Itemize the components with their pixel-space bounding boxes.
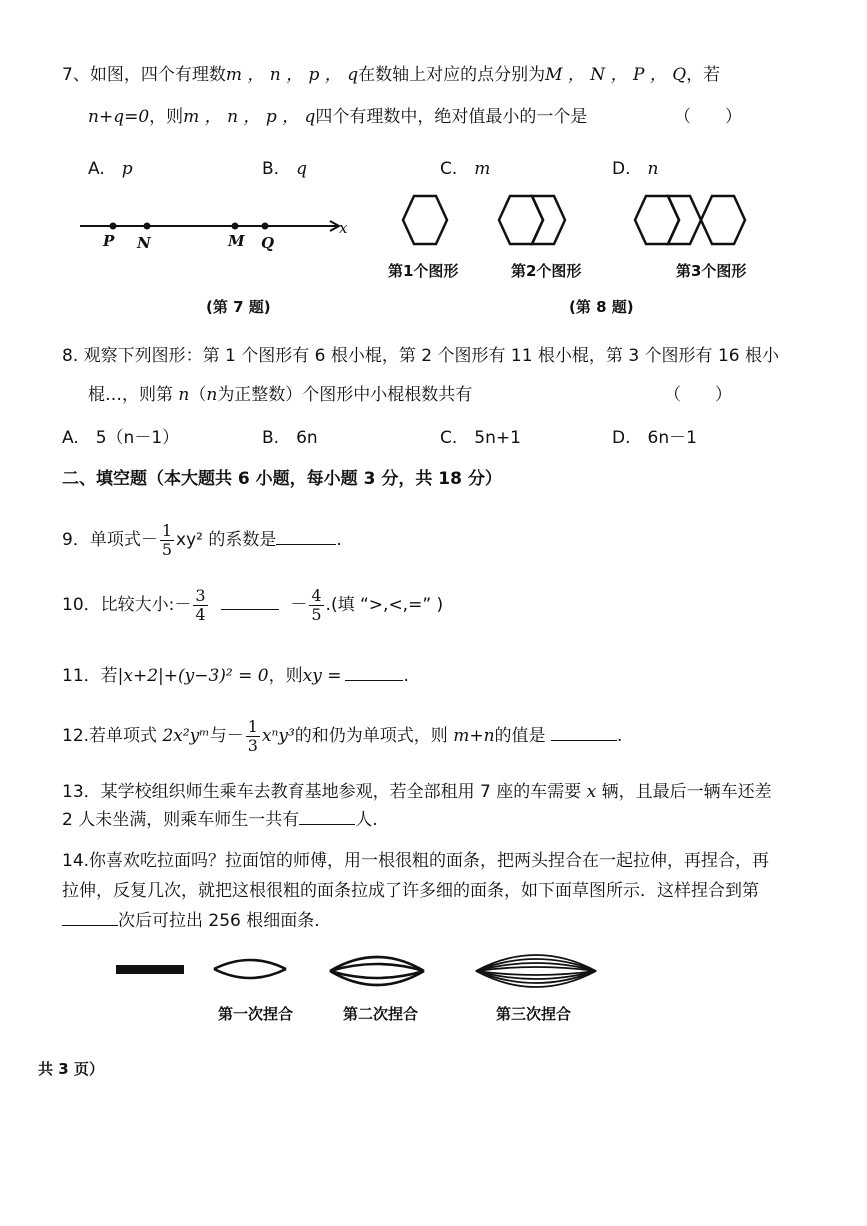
q12-text-b: 与－ <box>209 726 244 746</box>
q12-monomial-1: 2x²yᵐ <box>162 726 210 746</box>
q8-option-b <box>262 427 318 449</box>
q13-text-d: 人. <box>355 810 378 830</box>
option-label: A. <box>88 159 105 179</box>
q7-option-d <box>612 158 658 180</box>
q10 <box>62 585 443 625</box>
q13-line1 <box>62 781 772 803</box>
axis-label-p: P <box>103 232 115 250</box>
q12-answer-blank[interactable] <box>551 724 617 741</box>
option-value: 6n－1 <box>647 428 697 448</box>
hexagon-figures <box>395 190 785 255</box>
q7-option-a <box>88 158 133 180</box>
q10-fraction-1 <box>193 587 207 624</box>
option-value: 5n+1 <box>474 428 521 448</box>
axis-label-n: N <box>137 234 151 252</box>
q11-expression: |x+2|+(y−3)² = 0 <box>117 666 269 686</box>
q10-fraction-2 <box>309 587 323 624</box>
q11 <box>62 664 409 687</box>
q7-option-c <box>440 158 490 180</box>
q13-answer-blank[interactable] <box>299 808 355 825</box>
q7-line1 <box>62 64 720 86</box>
q7-text: 7、如图，四个有理数 <box>62 65 226 85</box>
q7-text-c: ，若 <box>686 65 721 85</box>
option-value: n <box>647 159 659 179</box>
option-value: 5（n－1） <box>95 428 180 448</box>
noodle-sketch <box>110 945 610 1000</box>
option-value: q <box>296 159 307 179</box>
q14-answer-blank[interactable] <box>62 909 118 926</box>
q8-option-d <box>612 427 697 449</box>
q14-line3 <box>62 909 320 932</box>
q13-text-b: 辆，且最后一辆车还差 <box>601 782 772 802</box>
fold-label-1: 第一次捏合 <box>218 1005 294 1023</box>
q8-text-a: 棍…，则第 <box>88 385 173 405</box>
q12-end: . <box>616 726 623 746</box>
q8-n2: n <box>206 385 218 405</box>
option-value: 6n <box>296 428 318 448</box>
section-heading: 二、填空题（本大题共 6 小题，每小题 3 分，共 18 分） <box>62 469 502 489</box>
figure-label-1: 第1个图形 <box>388 262 459 280</box>
q8-n: n <box>178 385 190 405</box>
q12-text-d: 的值是 <box>494 726 546 746</box>
q7-text-e: 四个有理数中，绝对值最小的一个是 <box>315 107 588 127</box>
q8-caption: (第 8 题) <box>569 298 634 316</box>
q8-answer-paren: （ ） <box>664 385 732 405</box>
fold-label-2: 第二次捏合 <box>343 1005 419 1023</box>
option-label: D. <box>612 159 631 179</box>
q14-text: 次后可拉出 256 根细面条. <box>118 911 320 931</box>
q13-x: x <box>586 782 597 802</box>
figure-label-3: 第3个图形 <box>676 262 747 280</box>
q13-text-c: 2 人未坐满，则乘车师生一共有 <box>62 810 300 830</box>
option-value: m <box>474 159 491 179</box>
q10-text-a: 10．比较大小:－ <box>62 595 192 615</box>
option-value: p <box>121 159 133 179</box>
q7-equation: n+q=0 <box>88 107 150 127</box>
q14-line2: 拉伸，反复几次，就把这根很粗的面条拉成了许多细的面条，如下面草图所示．这样捏合到第 <box>62 881 759 901</box>
q10-answer-blank[interactable] <box>221 593 279 610</box>
q8-line2 <box>88 384 472 406</box>
q7-line2 <box>88 106 587 128</box>
q12-text-c: 的和仍为单项式，则 <box>294 726 448 746</box>
option-label: B. <box>262 428 280 448</box>
axis-label-m: M <box>228 232 245 250</box>
option-label: C. <box>440 428 458 448</box>
q12-fraction <box>246 718 260 755</box>
q9-fraction <box>160 522 174 559</box>
q7-vars-2: m ， n ， p ， q <box>183 107 316 127</box>
noodle-fold-2 <box>330 957 424 985</box>
fraction-denominator: 5 <box>161 539 173 559</box>
option-label: C. <box>440 159 458 179</box>
q12-text-a: 12.若单项式 <box>62 726 158 746</box>
page-footer: 共 3 页） <box>38 1060 104 1078</box>
q11-answer-blank[interactable] <box>345 664 403 681</box>
noodle-fold-1 <box>214 960 286 978</box>
fraction-numerator: 1 <box>161 520 173 540</box>
q7-text-d: ，则 <box>149 107 184 127</box>
fraction-denominator: 4 <box>195 604 206 624</box>
q8-option-a <box>62 427 179 449</box>
thick-noodle <box>116 965 184 974</box>
q10-minus: － <box>290 595 308 615</box>
option-label: B. <box>262 159 280 179</box>
hexagon-figure-2b <box>532 196 565 244</box>
hexagon-figure-3c <box>701 196 745 244</box>
option-label: A. <box>62 428 79 448</box>
fraction-denominator: 5 <box>311 604 322 624</box>
q7-points: M ， N ， P ， Q <box>545 65 687 85</box>
q8-option-c <box>440 427 521 449</box>
figure-label-2: 第2个图形 <box>511 262 582 280</box>
hexagon-figure-3b <box>668 196 701 244</box>
q11-xy: xy = <box>302 666 342 686</box>
axis-label-q: Q <box>261 234 275 252</box>
q13-text-a: 13．某学校组织师生乘车去教育基地参观，若全部租用 7 座的车需要 <box>62 782 582 802</box>
q7-vars: m ， n ， p ， q <box>225 65 359 85</box>
q12-m-plus-n: m+n <box>453 726 495 746</box>
q9-text-a: 9．单项式－ <box>62 530 158 550</box>
q9 <box>62 520 342 560</box>
q10-text-b: .(填 “>,<,=” ) <box>325 595 444 615</box>
q14-line1: 14.你喜欢吃拉面吗？拉面馆的师傅，用一根很粗的面条，把两头捏合在一起拉伸，再捏合，再 <box>62 851 770 871</box>
fold-label-3: 第三次捏合 <box>496 1005 572 1023</box>
q11-text-a: 11．若 <box>62 666 118 686</box>
q9-text-b: xy² 的系数是 <box>176 530 277 550</box>
fraction-numerator: 4 <box>311 585 322 605</box>
q8-text-c: 为正整数）个图形中小棍根数共有 <box>217 385 473 405</box>
fraction-numerator: 3 <box>195 585 206 605</box>
q12-monomial-2: xⁿy³ <box>261 726 295 746</box>
q12 <box>62 716 622 756</box>
q7-option-b <box>262 158 307 180</box>
q8-line1: 8. 观察下列图形：第 1 个图形有 6 根小棍，第 2 个图形有 11 根小棍，第 3 个图形有 16 根小 <box>62 346 779 366</box>
q7-caption: (第 7 题) <box>206 298 271 316</box>
q7-answer-paren: （ ） <box>674 107 742 127</box>
q9-end: . <box>336 530 342 550</box>
fraction-denominator: 3 <box>247 735 258 755</box>
q8-text-b: （ <box>189 385 207 405</box>
option-label: D. <box>612 428 631 448</box>
q9-answer-blank[interactable] <box>276 528 336 545</box>
hexagon-figure-1 <box>403 196 447 244</box>
q13-line2 <box>62 808 378 831</box>
fraction-numerator: 1 <box>247 716 258 736</box>
noodle-fold-3 <box>476 955 596 987</box>
axis-label-x: x <box>339 219 348 237</box>
number-line-figure <box>75 212 355 252</box>
q11-end: . <box>403 666 409 686</box>
q7-text-b: 在数轴上对应的点分别为 <box>358 65 546 85</box>
q11-text-b: ，则 <box>268 666 303 686</box>
